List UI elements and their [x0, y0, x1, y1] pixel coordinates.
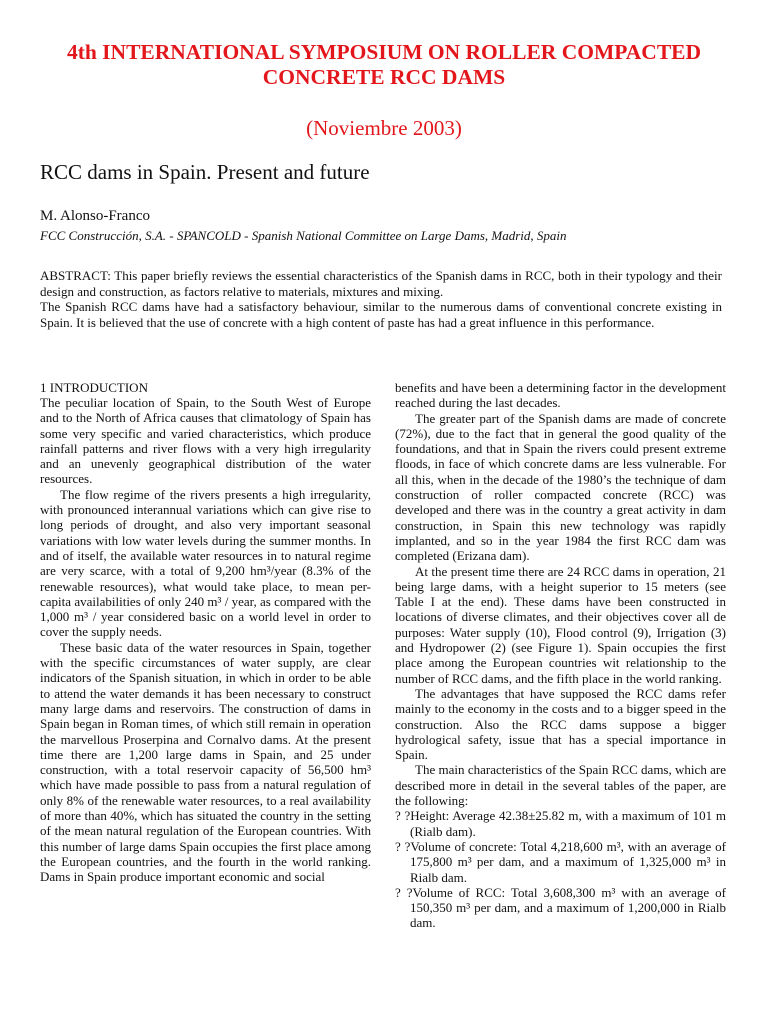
conference-title-line1: 4th INTERNATIONAL SYMPOSIUM ON ROLLER COMPACTED — [66, 40, 702, 64]
right-column — [395, 380, 726, 931]
bullet-item-volume-rcc: ? ?Volume of RCC: Total 3,608,300 m³ with an average of 150,350 m³ per dam, and a maximum of 1,200,000 in Rialb dam. — [395, 884, 726, 931]
bullet-item-volume-concrete: ? ?Volume of concrete: Total 4,218,600 m³, with an average of 175,800 m³ per dam, and a maximum of 1,325,000 m³ in Rialb dam. — [395, 838, 726, 885]
author-affiliation: FCC Construcción, S.A. - SPANCOLD - Spanish National Committee on Large Dams, Madrid, Spain — [40, 228, 567, 243]
left-paragraph-2: The flow regime of the rivers presents a high irregularity, with pronounced interannual variations which can give rise to long periods of drought, and also very important seasonal variations with low water levels during the summer months. In and of itself, the available water resources in to natural regime are very scarce, with a total of 9,200 hm³/year (8.3% of the renewable resources), what would take place, to mean per-capita availabilities of only 240 m³ / year, as compared with the 1,000 m³ / year considered basic on a world level in order to cover the supply needs. — [40, 486, 371, 640]
left-paragraph-3: These basic data of the water resources in Spain, together with the specific circumstances of water supply, are clear indicators of the Spanish situation, in which in order to be able to attend the water demands it has been necessary to construct many large dams and reservoirs. The construction of dams in Spain began in Roman times, of which still remain in operation the marvellous Proserpina and Cornalvo dams. At the present time there are 1,200 large dams in Spain, and 25 under construction, with a total reservoir capacity of 56,500 hm³ which have made possible to pass from a natural regulation of only 8% of the renewable water resources, to a real availability of more than 40%, which has situated the country in the setting of the mean natural regulation of the European countries. With this number of large dams Spain occupies the first place among the European countries, and the fourth in the world ranking. Dams in Spain produce important economic and social — [40, 639, 371, 885]
conference-title-line2: CONCRETE RCC DAMS — [262, 65, 506, 89]
left-paragraph-1: The peculiar location of Spain, to the South West of Europe and to the North of Africa causes that climatology of Spain has some very specific and varied characteristics, which produce rainfall patterns and river flows with a very high irregularity and an unevenly geographical distribution of the water resources. — [40, 395, 371, 487]
abstract — [40, 268, 722, 330]
bullet-item-height: ? ?Height: Average 42.38±25.82 m, with a maximum of 101 m (Rialb dam). — [395, 808, 726, 839]
left-column — [40, 380, 371, 885]
right-paragraph-2: At the present time there are 24 RCC dams in operation, 21 being large dams, with a height superior to 15 meters (see Table I at the end). These dams have been constructed in locations of diverse climates, and their objectives cover all de purposes: Water supply (10), Flood control (9), Irrigation (3) and Hydropower (2) (see Figure 1). Spain occupies the first place among the European countries wit relationship to the number of RCC dams, and the fifth place in the world ranking. — [395, 563, 726, 686]
right-paragraph-1: The greater part of the Spanish dams are made of concrete (72%), due to the fact that in general the good quality of the foundations, and that in Spain the rivers could present extreme floods, in face of which concrete dams are less vulnerable. For all this, when in the decade of the 1980’s the technique of dam construction of roller compacted concrete (RCC) was developed and there was in the country a great activity in dam construction, in Spain this new technology was rapidly implanted, and so in the year 1984 the first RCC dam was completed (Erizana dam). — [395, 410, 726, 564]
right-paragraph-4: The main characteristics of the Spain RCC dams, which are described more in detail in the several tables of the paper, are the following: — [395, 762, 726, 809]
conference-title — [20, 40, 748, 90]
paper-title: RCC dams in Spain. Present and future — [40, 160, 370, 184]
author-name: M. Alonso-Franco — [40, 208, 150, 224]
section-heading-introduction: 1 INTRODUCTION — [40, 380, 148, 395]
abstract-paragraph-2: The Spanish RCC dams have had a satisfactory behaviour, similar to the numerous dams of conventional concrete existing in Spain. It is believed that the use of concrete with a high content of paste has had a great influence in this performance. — [40, 299, 722, 330]
right-paragraph-3: The advantages that have supposed the RCC dams refer mainly to the economy in the costs and to a bigger speed in the construction. Also the RCC dams suppose a bigger hydrological safety, issue that has a special importance in Spain. — [395, 685, 726, 763]
right-paragraph-0: benefits and have been a determining factor in the development reached during the last decades. — [395, 380, 726, 411]
abstract-paragraph-1: ABSTRACT: This paper briefly reviews the essential characteristics of the Spanish dams in RCC, both in their typology and their design and construction, as factors relative to materials, mixtures and mixing. — [40, 268, 722, 299]
conference-date: (Noviembre 2003) — [306, 116, 462, 140]
